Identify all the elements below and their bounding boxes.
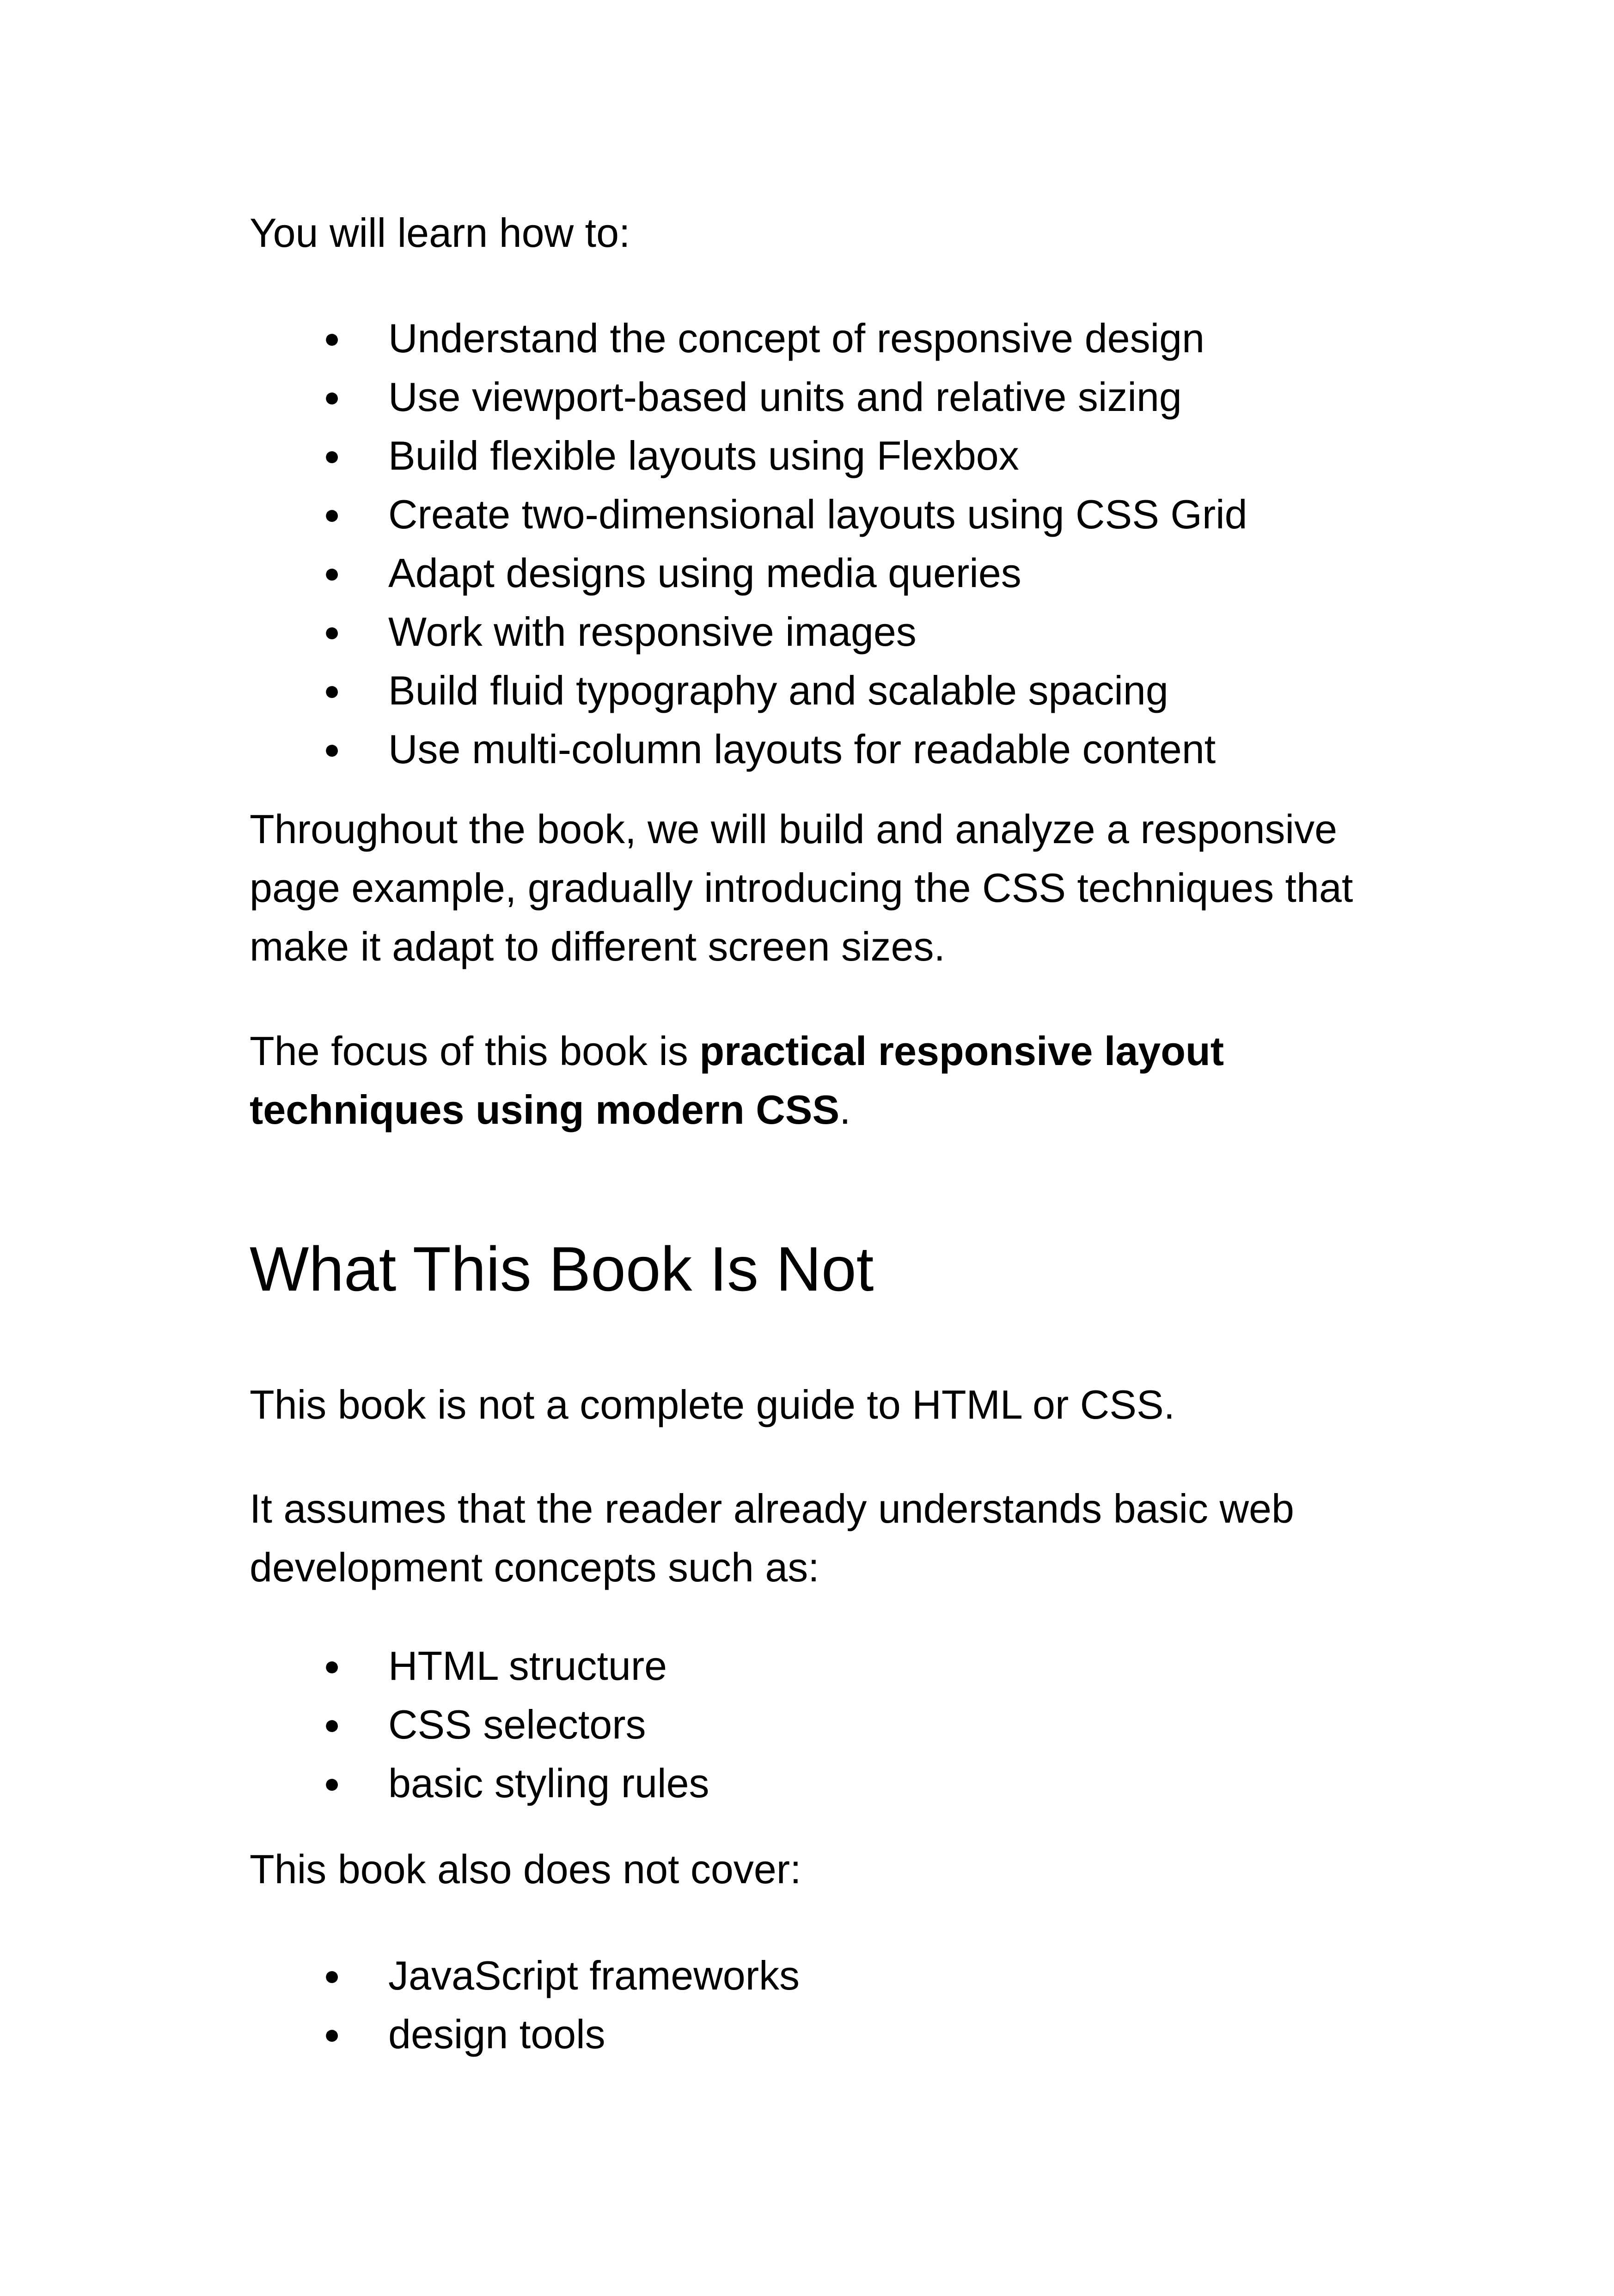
- list-item: ● Understand the concept of responsive design: [250, 309, 1247, 367]
- bullet-icon: ●: [324, 616, 341, 647]
- bullet-icon: ●: [324, 557, 341, 588]
- focus-prefix: The focus of this book is: [250, 1028, 700, 1074]
- list-item: ● Create two-dimensional layouts using CSS Grid: [250, 485, 1247, 544]
- list-item: ● Use viewport-based units and relative sizing: [250, 367, 1247, 426]
- bullet-icon: ●: [324, 381, 341, 412]
- not-cover-list: [250, 1946, 800, 2063]
- list-item: ● design tools: [250, 2005, 800, 2063]
- learn-list: [250, 309, 1247, 778]
- bullet-icon: ●: [324, 2019, 341, 2050]
- list-item: ● Build flexible layouts using Flexbox: [250, 426, 1247, 485]
- throughout-paragraph: Throughout the book, we will build and analyze a responsive page example, gradually introducing the CSS techniques that make it adapt to different screen sizes.: [250, 806, 1353, 969]
- list-item: ● Adapt designs using media queries: [250, 544, 1247, 602]
- not-guide-paragraph: This book is not a complete guide to HTML or CSS.: [250, 1382, 1175, 1427]
- intro-paragraph: You will learn how to:: [250, 210, 630, 256]
- assumes-paragraph: It assumes that the reader already understands basic web development concepts such as:: [250, 1486, 1294, 1590]
- focus-bold: practical responsive layout techniques using modern CSS: [250, 1028, 1224, 1133]
- section-heading: What This Book Is Not: [250, 1234, 874, 1304]
- list-item: ● basic styling rules: [250, 1754, 709, 1812]
- focus-paragraph: [250, 1022, 1336, 1139]
- focus-suffix: .: [839, 1087, 851, 1133]
- list-item: ● Use multi-column layouts for readable content: [250, 720, 1247, 778]
- bullet-icon: ●: [324, 1709, 341, 1740]
- bullet-icon: ●: [324, 499, 341, 530]
- not-cover-paragraph: This book also does not cover:: [250, 1846, 801, 1892]
- bullet-icon: ●: [324, 675, 341, 706]
- list-item: ● HTML structure: [250, 1636, 709, 1695]
- bullet-icon: ●: [324, 440, 341, 471]
- list-item: ● JavaScript frameworks: [250, 1946, 800, 2005]
- bullet-icon: ●: [324, 323, 341, 354]
- list-item: ● Build fluid typography and scalable spacing: [250, 661, 1247, 720]
- list-item: ● Work with responsive images: [250, 602, 1247, 661]
- bullet-icon: ●: [324, 1768, 341, 1799]
- bullet-icon: ●: [324, 734, 341, 765]
- assumes-list: [250, 1636, 709, 1812]
- bullet-icon: ●: [324, 1650, 341, 1681]
- bullet-icon: ●: [324, 1960, 341, 1991]
- list-item: ● CSS selectors: [250, 1695, 709, 1754]
